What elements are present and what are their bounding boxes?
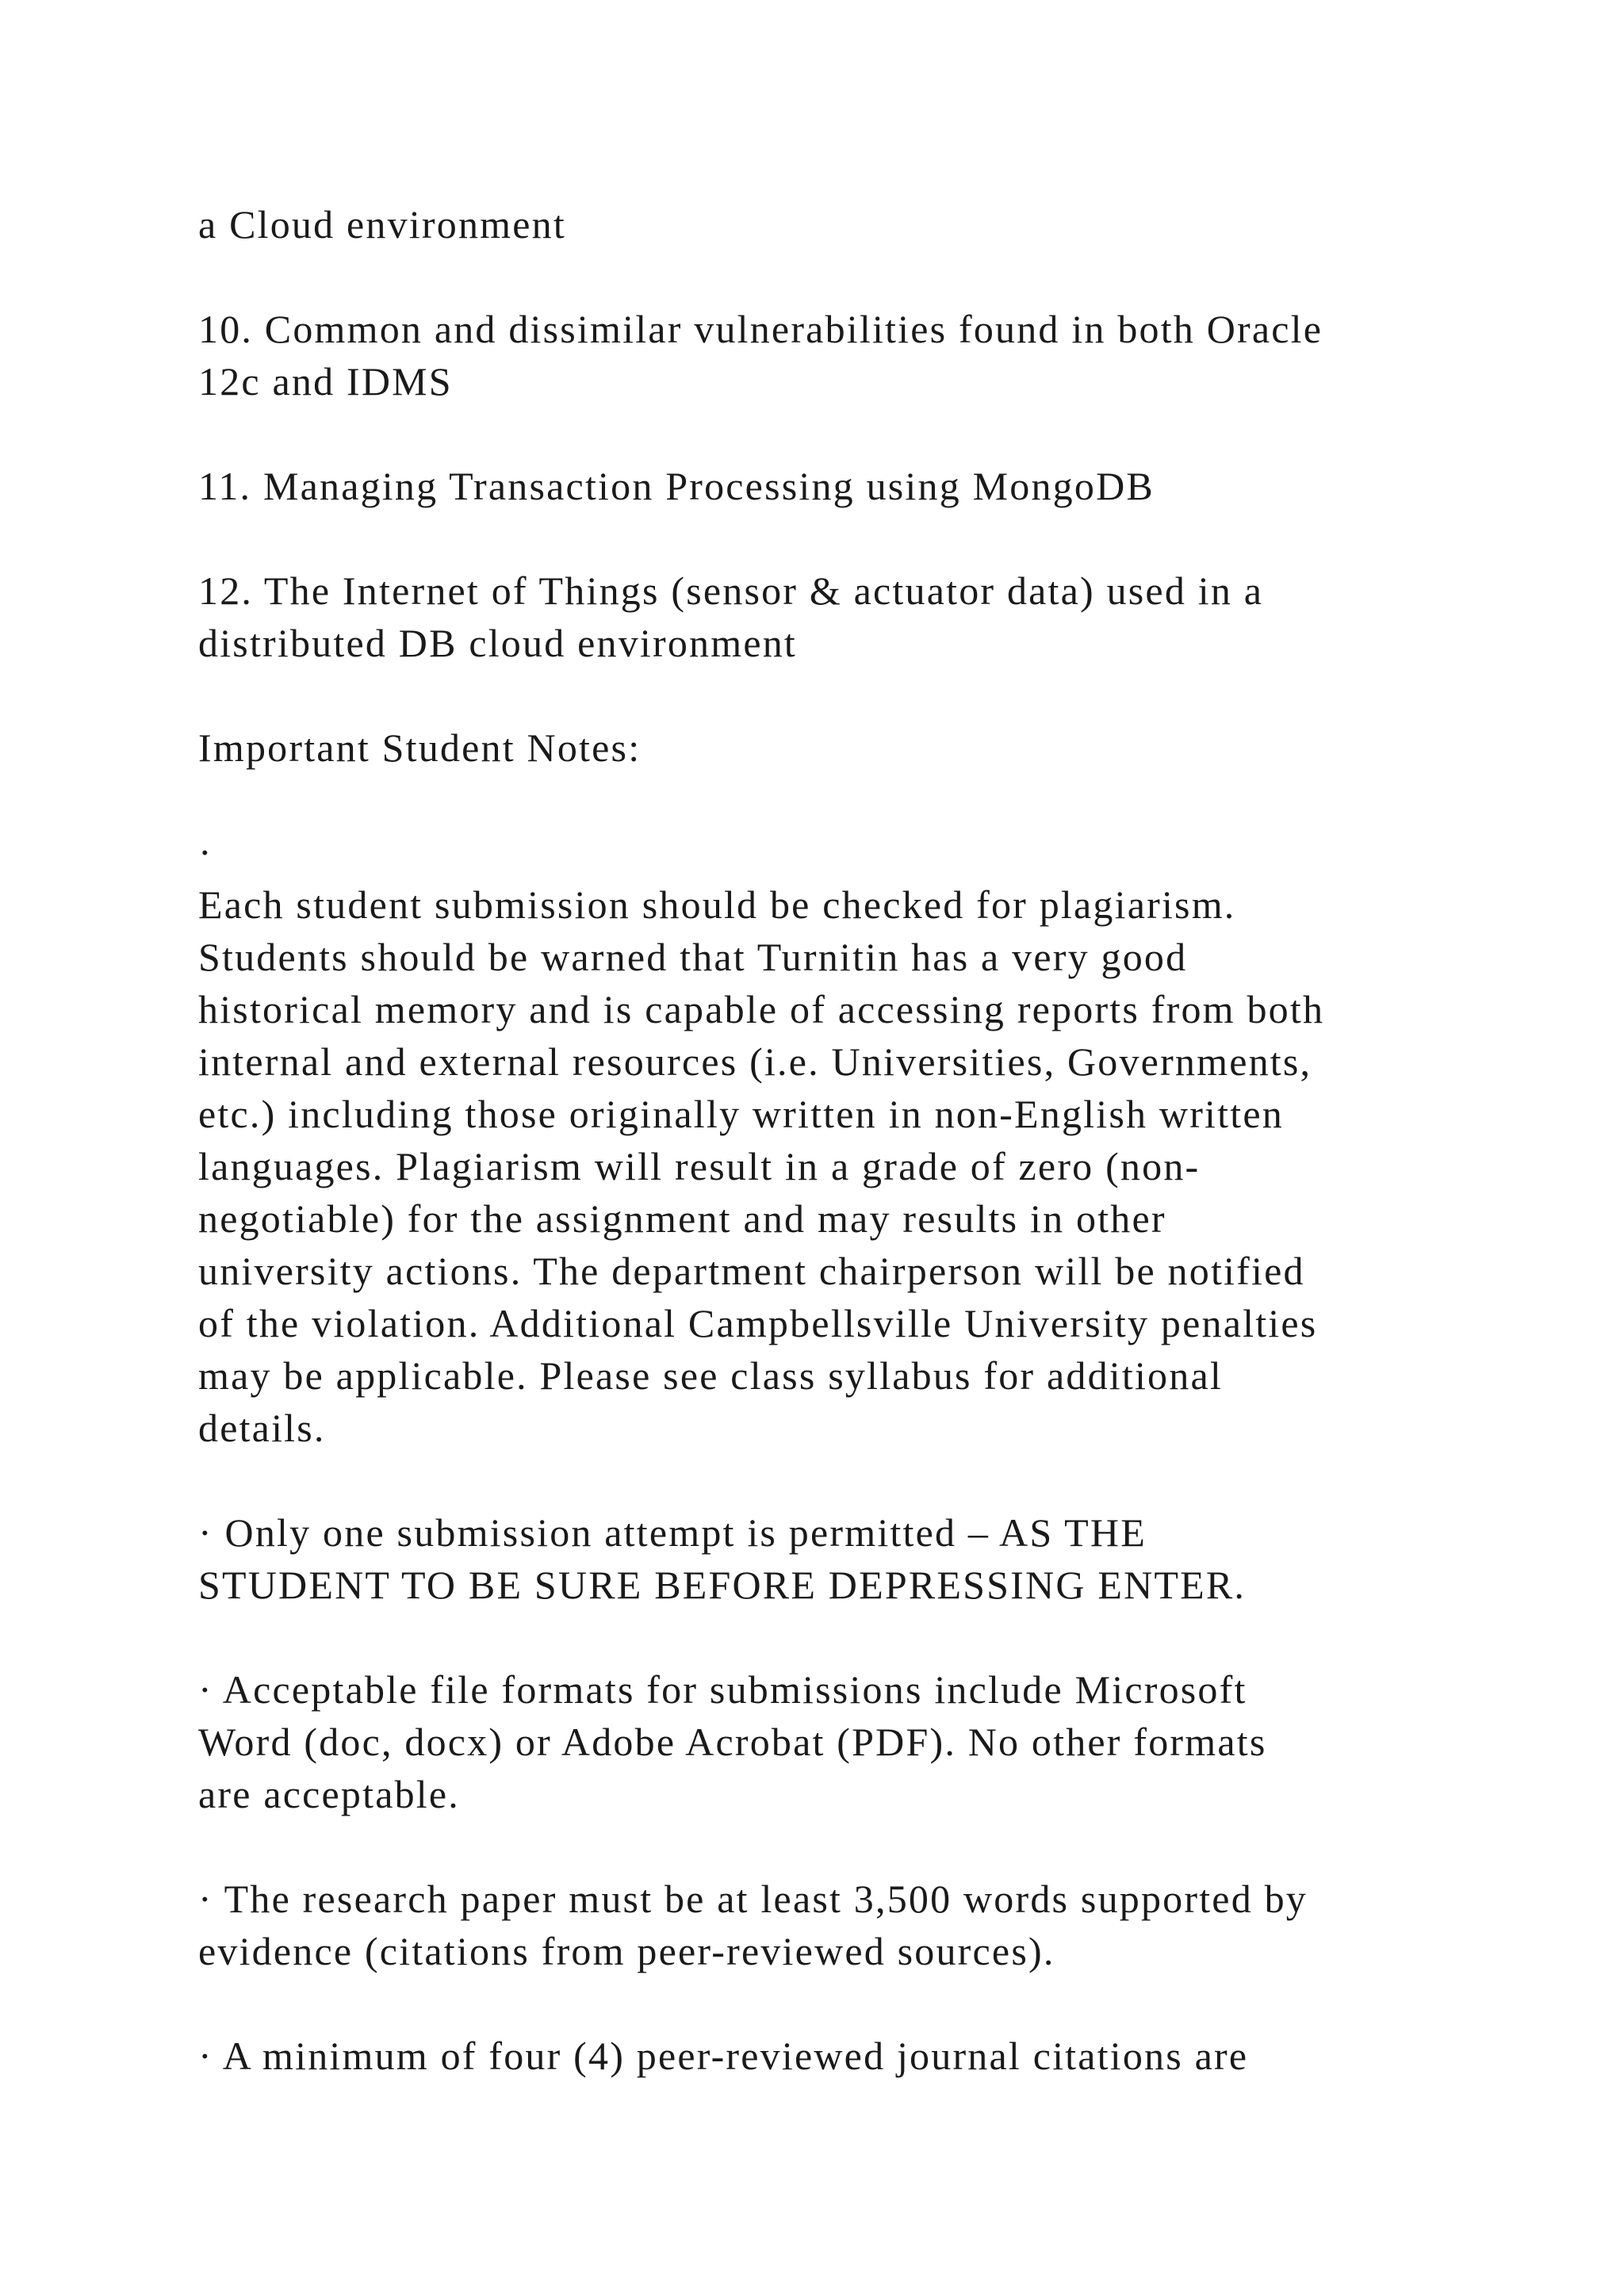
bullet-dot xyxy=(198,826,1499,878)
text-line: 11. Managing Transaction Processing using MongoDB xyxy=(198,464,1155,508)
text-line: may be applicable. Please see class syllabus for additional xyxy=(198,1353,1223,1398)
list-item-12 xyxy=(198,564,1499,669)
text-line: Each student submission should be checked for plagiarism. xyxy=(198,882,1236,927)
text-line: 12. The Internet of Things (sensor & actuator data) used in a xyxy=(198,568,1264,613)
text-line: · The research paper must be at least 3,500 words supported by xyxy=(198,1877,1308,1921)
file-formats-note xyxy=(198,1663,1499,1820)
list-item-10 xyxy=(198,303,1499,408)
cloud-environment-line xyxy=(198,198,1499,251)
text-line: a Cloud environment xyxy=(198,202,566,247)
text-line: of the violation. Additional Campbellsville University penalties xyxy=(198,1301,1318,1345)
list-item-11 xyxy=(198,460,1499,512)
text-line: Important Student Notes: xyxy=(198,725,642,770)
text-line: STUDENT TO BE SURE BEFORE DEPRESSING ENTER. xyxy=(198,1563,1247,1607)
text-line: university actions. The department chairperson will be notified xyxy=(198,1249,1305,1293)
notes-heading xyxy=(198,721,1499,774)
text-line: distributed DB cloud environment xyxy=(198,621,798,665)
text-line: etc.) including those originally written in non-English written xyxy=(198,1092,1284,1136)
submission-attempt-note xyxy=(198,1506,1499,1611)
word-count-note xyxy=(198,1873,1499,1977)
text-line: 10. Common and dissimilar vulnerabilities found in both Oracle xyxy=(198,307,1323,351)
text-line: Students should be warned that Turnitin has a very good xyxy=(198,935,1188,979)
text-line: are acceptable. xyxy=(198,1772,460,1816)
text-line: evidence (citations from peer-reviewed sources). xyxy=(198,1929,1055,1973)
plagiarism-note xyxy=(198,878,1499,1454)
citations-note xyxy=(198,2030,1499,2082)
text-line: historical memory and is capable of accessing reports from both xyxy=(198,987,1325,1031)
text-line: details. xyxy=(198,1406,326,1450)
text-line: · Only one submission attempt is permitted – AS THE xyxy=(198,1510,1147,1555)
text-line: · A minimum of four (4) peer-reviewed journal citations are xyxy=(198,2034,1249,2078)
text-line: 12c and IDMS xyxy=(198,359,453,404)
text-line: · Acceptable file formats for submissions include Microsoft xyxy=(198,1667,1247,1712)
text-line: · xyxy=(198,830,213,874)
text-line: negotiable) for the assignment and may results in other xyxy=(198,1196,1166,1241)
text-line: languages. Plagiarism will result in a grade of zero (non- xyxy=(198,1144,1201,1188)
text-line: Word (doc, docx) or Adobe Acrobat (PDF). No other formats xyxy=(198,1720,1267,1764)
text-line: internal and external resources (i.e. Universities, Governments, xyxy=(198,1039,1312,1084)
